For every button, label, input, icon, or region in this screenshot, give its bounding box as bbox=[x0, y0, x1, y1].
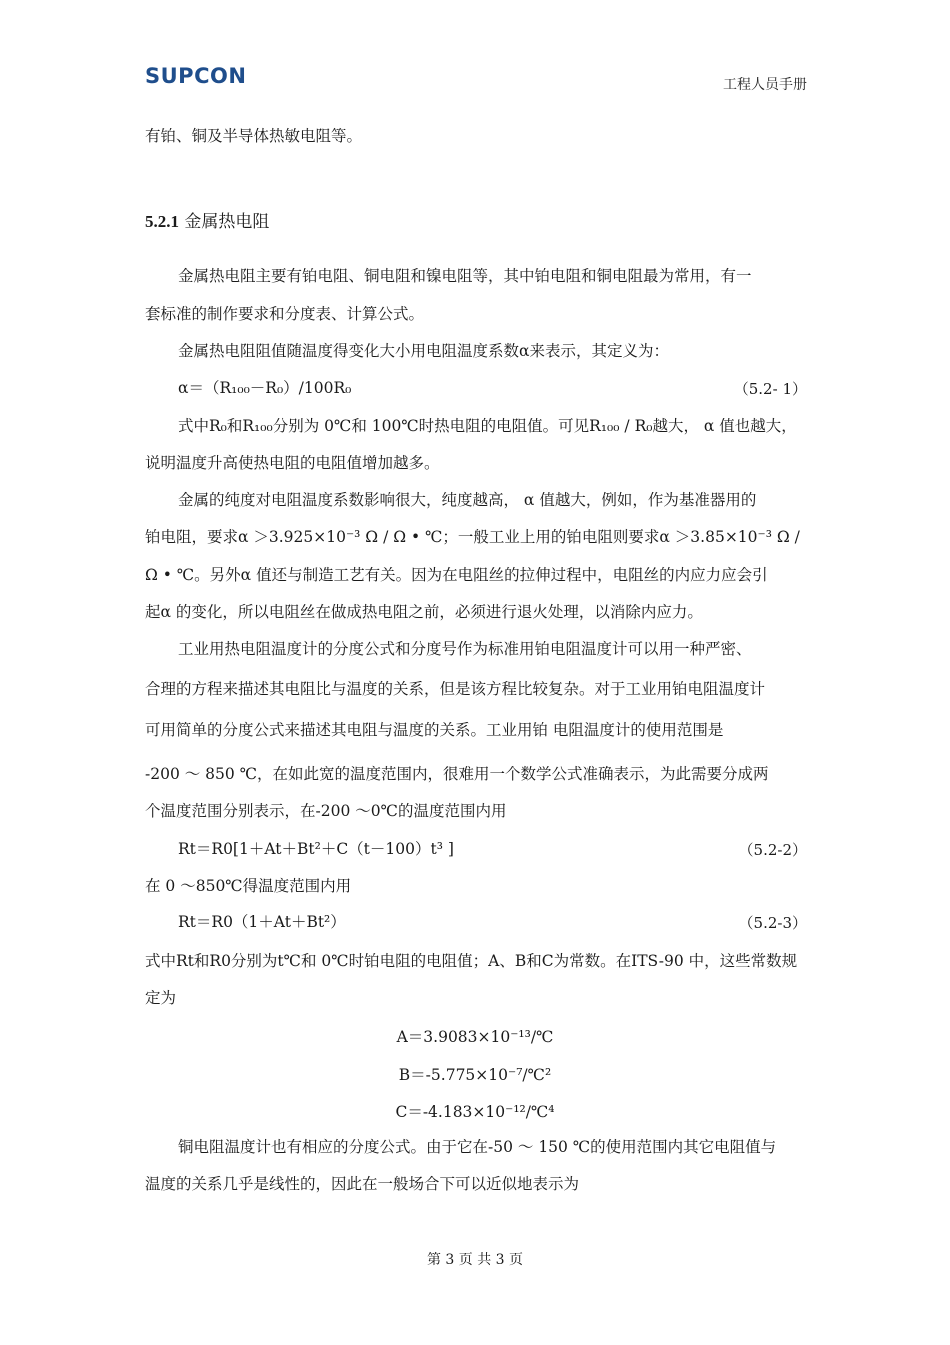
text-line: 金属热电阻主要有铂电阻、铜电阻和镍电阻等，其中铂电阻和铜电阻最为常用，有一 bbox=[178, 267, 752, 285]
text-line: 式中R₀和R₁₀₀分别为 0℃和 100℃时热电阻的电阻值。可见R₁₀₀ / R₀越大， α 值也越大， bbox=[178, 417, 797, 435]
supcon-logo: SUPCON bbox=[145, 64, 247, 88]
text-line: 套标准的制作要求和分度表、计算公式。 bbox=[145, 305, 425, 323]
text-line: 可用简单的分度公式来描述其电阻与温度的关系。工业用铂 电阻温度计的使用范围是 bbox=[145, 721, 724, 739]
equation-rt-low: Rt＝R0[1＋At＋Bt²＋C（t－100）t³ ] bbox=[178, 840, 454, 858]
text-line: 式中Rt和R0分别为t℃和 0℃时铂电阻的电阻值；A、B和C为常数。在ITS-90 中，这些常数规 bbox=[145, 952, 798, 970]
text-line: 个温度范围分别表示，在-200 ～0℃的温度范围内用 bbox=[145, 802, 507, 820]
constant-a: A＝3.9083×10⁻¹³/℃ bbox=[396, 1028, 554, 1046]
page-header bbox=[145, 62, 807, 102]
text-line: 合理的方程来描述其电阻比与温度的关系，但是该方程比较复杂。对于工业用铂电阻温度计 bbox=[145, 680, 766, 698]
section-heading bbox=[145, 212, 269, 232]
equation-number: （5.2- 1） bbox=[733, 380, 807, 398]
document-title: 工程人员手册 bbox=[723, 77, 807, 93]
text-line: 金属热电阻阻值随温度得变化大小用电阻温度系数α来表示，其定义为： bbox=[178, 342, 669, 360]
text-line: 金属的纯度对电阻温度系数影响很大，纯度越高， α 值越大，例如，作为基准器用的 bbox=[178, 491, 757, 509]
equation-alpha: α＝（R₁₀₀－R₀）/100R₀ bbox=[178, 379, 352, 397]
text-line: 定为 bbox=[145, 989, 177, 1007]
equation-rt-high: Rt＝R0（1＋At＋Bt²） bbox=[178, 913, 346, 931]
section-number: 5.2.1 bbox=[145, 212, 179, 231]
text-line: 温度的关系几乎是线性的，因此在一般场合下可以近似地表示为 bbox=[145, 1175, 580, 1193]
text-line: 有铂、铜及半导体热敏电阻等。 bbox=[145, 127, 363, 145]
page-footer: 第 3 页 共 3 页 bbox=[426, 1252, 524, 1268]
text-line: Ω • ℃。另外α 值还与制造工艺有关。因为在电阻丝的拉伸过程中，电阻丝的内应力应会引 bbox=[145, 566, 768, 584]
text-line: -200 ～ 850 ℃，在如此宽的温度范围内，很难用一个数学公式准确表示，为此需要分成两 bbox=[145, 765, 769, 783]
constant-b: B＝-5.775×10⁻⁷/℃² bbox=[398, 1066, 552, 1084]
equation-number: （5.2-3） bbox=[738, 914, 807, 932]
section-title: 金属热电阻 bbox=[184, 212, 270, 232]
text-line: 起α 的变化，所以电阻丝在做成热电阻之前，必须进行退火处理，以消除内应力。 bbox=[145, 603, 703, 621]
text-line: 铂电阻，要求α ＞3.925×10⁻³ Ω / Ω • ℃；一般工业上用的铂电阻则要求α ＞3.85×10⁻³ Ω / bbox=[145, 528, 800, 546]
text-line: 工业用热电阻温度计的分度公式和分度号作为标准用铂电阻温度计可以用一种严密、 bbox=[178, 640, 752, 658]
equation-number: （5.2-2） bbox=[738, 841, 807, 859]
text-line: 铜电阻温度计也有相应的分度公式。由于它在-50 ～ 150 ℃的使用范围内其它电阻值与 bbox=[178, 1138, 777, 1156]
text-line: 在 0 ～850℃得温度范围内用 bbox=[145, 877, 352, 895]
text-line: 说明温度升高使热电阻的电阻值增加越多。 bbox=[145, 454, 440, 472]
constant-c: C＝-4.183×10⁻¹²/℃⁴ bbox=[395, 1103, 555, 1121]
